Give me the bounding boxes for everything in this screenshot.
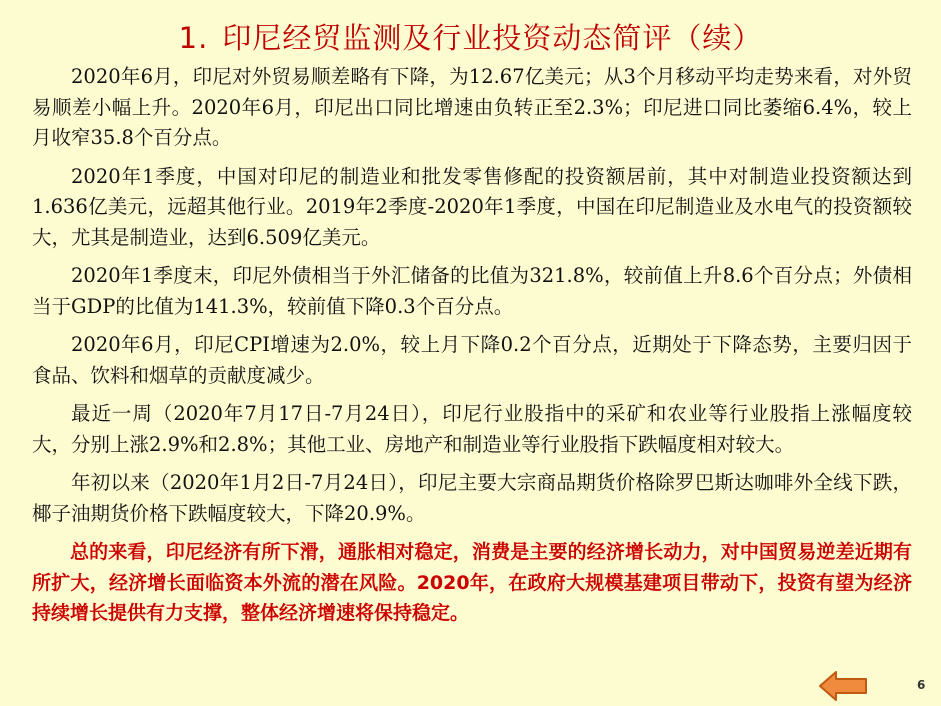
title-text: 印尼经贸监测及行业投资动态简评（续） [222,21,763,55]
paragraph-external-debt: 2020年1季度末，印尼外债相当于外汇储备的比值为321.8%，较前值上升8.6个百分点；外债相当于GDP的比值为141.3%，较前值下降0.3个百分点。 [32,264,912,318]
paragraph-cpi: 2020年6月，印尼CPI增速为2.0%，较上月下降0.2个百分点，近期处于下降态势，主要归因于食品、饮料和烟草的贡献度减少。 [32,333,912,387]
paragraph-investment: 2020年1季度，中国对印尼的制造业和批发零售修配的投资额居前，其中对制造业投资额达到1.636亿美元，远超其他行业。2019年2季度-2020年1季度，中国在印尼制造业及水电气的投资额较大，尤其是制造业，达到6.509亿美元。 [32,164,912,249]
paragraph-conclusion: 总的来看，印尼经济有所下滑，通胀相对稳定，消费是主要的经济增长动力，对中国贸易逆差近期有所扩大，经济增长面临资本外流的潜在风险。2020年，在政府大规模基建项目带动下，投资有望为经济持续增长提供有力支撑，整体经济增速将保持稳定。 [32,541,912,624]
paragraph-trade: 2020年6月，印尼对外贸易顺差略有下降，为12.67亿美元；从3个月移动平均走势来看，对外贸易顺差小幅上升。2020年6月，印尼出口同比增速由负转正至2.3%；印尼进口同比萎缩6.4%，较上月收窄35.8个百分点。 [32,65,912,149]
left-arrow-icon[interactable] [818,670,868,702]
paragraph-stock-index: 最近一周（2020年7月17日-7月24日），印尼行业股指中的采矿和农业等行业股指上涨幅度较大，分别上涨2.9%和2.8%；其他工业、房地产和制造业等行业股指下跌幅度相对较大。 [32,402,912,456]
title-number: 1. [178,21,209,55]
slide-body [32,62,912,637]
page-title [0,16,941,57]
paragraph-commodities: 年初以来（2020年1月2日-7月24日），印尼主要大宗商品期货价格除罗巴斯达咖啡外全线下跌，椰子油期货价格下跌幅度较大，下降20.9%。 [32,471,912,525]
page-number: 6 [917,678,926,692]
